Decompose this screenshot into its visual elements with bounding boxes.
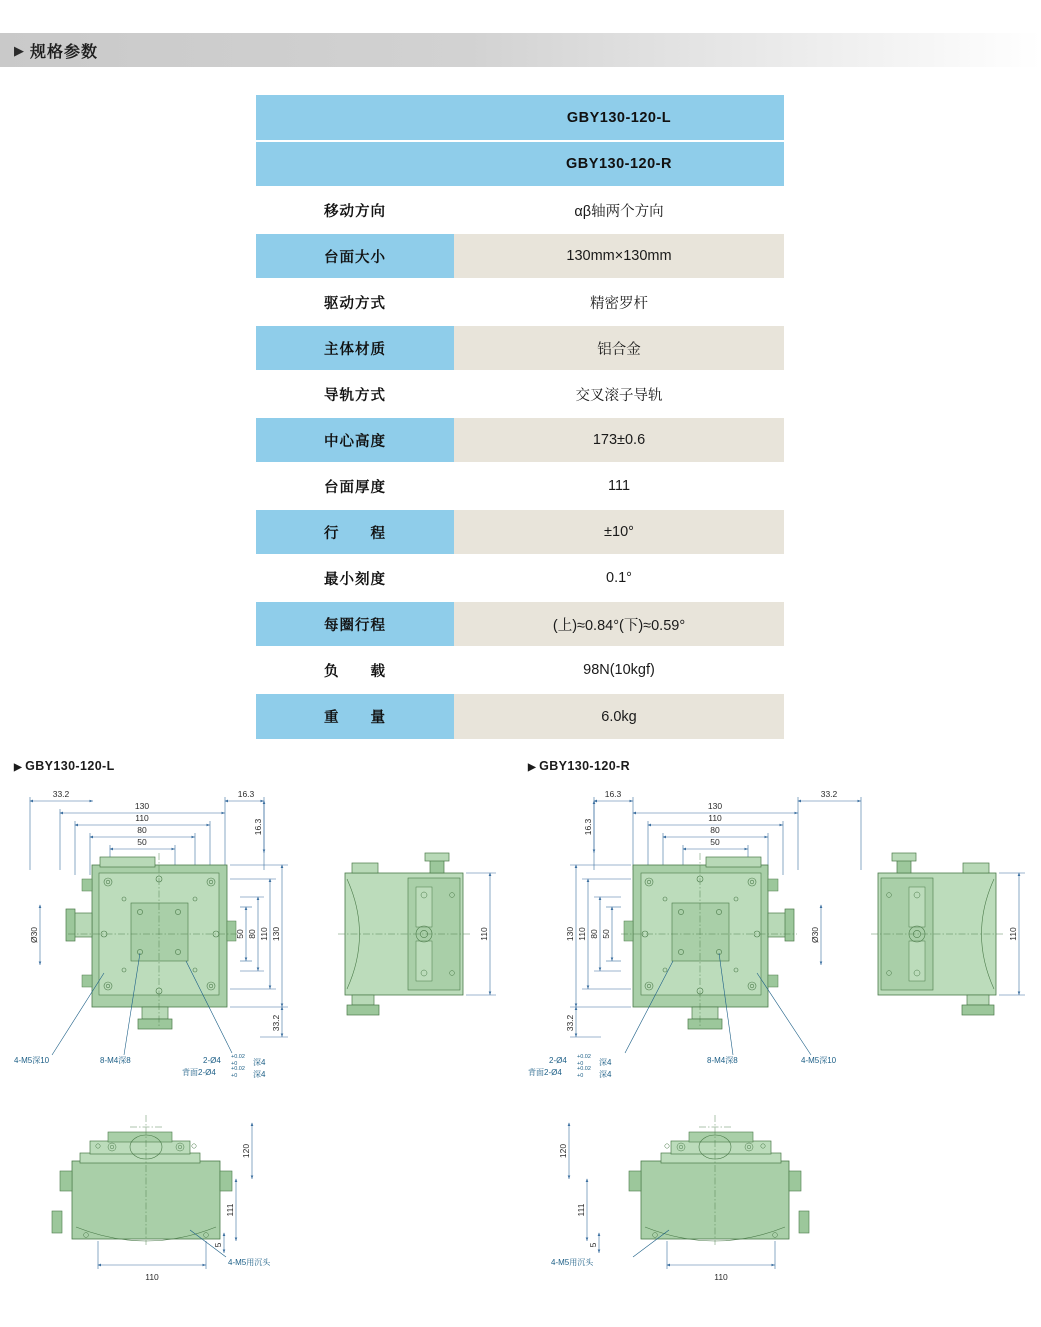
note-text: 深4: [253, 1058, 266, 1067]
dim-text: 5: [588, 1242, 598, 1248]
drawing-caption-left: [14, 759, 115, 773]
dim-text: 33.2: [565, 1014, 575, 1032]
note-text: 8-M4深8: [707, 1056, 738, 1065]
table-row: [256, 233, 784, 279]
note-text: 背面2-Ø4: [528, 1068, 562, 1077]
drawing-caption-right: [528, 759, 630, 773]
dim-text: 50: [601, 929, 611, 939]
stage-bottom-view-r: [629, 1115, 809, 1245]
row-value: 111: [454, 463, 784, 509]
drawing-caption-right-label: GBY130-120-R: [539, 759, 631, 773]
row-label: 台面厚度: [256, 463, 454, 509]
table-row: [256, 463, 784, 509]
dim-text: 130: [707, 801, 723, 811]
note-tol-upper-2: +0.02: [577, 1066, 591, 1072]
dim-text: 130: [271, 926, 281, 942]
table-row: [256, 509, 784, 555]
dim-text: 33.2: [52, 789, 70, 799]
note-tol-upper: +0.02: [577, 1054, 591, 1060]
page-title: 规格参数: [30, 43, 99, 61]
note-text: 2-Ø4: [203, 1056, 221, 1065]
dim-text: 16.3: [253, 818, 263, 836]
triangle-marker-icon: ▶: [528, 762, 537, 773]
row-value: αβ轴两个方向: [454, 187, 784, 233]
row-label: 行 程: [256, 509, 454, 555]
row-label: 驱动方式: [256, 279, 454, 325]
note-text: 4-M5深10: [14, 1056, 50, 1065]
dim-text: 110: [577, 927, 587, 941]
triangle-marker-icon: ▶: [14, 762, 23, 773]
table-row: [256, 325, 784, 371]
dim-text: 50: [137, 837, 147, 847]
row-value: 6.0kg: [454, 693, 784, 739]
stage-top-view-l: [40, 853, 240, 1029]
note-tol-lower: +0: [577, 1061, 584, 1067]
table-row: [256, 601, 784, 647]
table-row: [256, 693, 784, 739]
dim-text: 120: [558, 1143, 568, 1159]
dim-text: 130: [565, 926, 575, 942]
note-text: 8-M4深8: [100, 1056, 131, 1065]
note-text: 4-M5深10: [801, 1056, 837, 1065]
note-text: 背面2-Ø4: [182, 1068, 216, 1077]
note-tol-lower: +0: [231, 1061, 238, 1067]
row-label: 最小刻度: [256, 555, 454, 601]
section-header: [0, 33, 1041, 67]
model-header-r: GBY130-120-R: [454, 141, 784, 187]
dim-text: 111: [576, 1203, 586, 1217]
row-value: 交叉滚子导轨: [454, 371, 784, 417]
stage-side-view-l: [338, 853, 470, 1015]
dim-text: 16.3: [604, 789, 622, 799]
dim-text: 50: [710, 837, 720, 847]
table-row: [256, 187, 784, 233]
row-value: 130mm×130mm: [454, 233, 784, 279]
dim-text: 110: [479, 927, 489, 941]
table-corner-cell-2: [256, 141, 454, 187]
dim-text: 80: [247, 929, 257, 939]
dim-text: 5: [213, 1242, 223, 1248]
row-value: 98N(10kgf): [454, 647, 784, 693]
dim-text: 130: [134, 801, 150, 811]
stage-bottom-view-l: [52, 1115, 232, 1248]
row-label: 每圈行程: [256, 601, 454, 647]
row-label: 导轨方式: [256, 371, 454, 417]
dim-text: 110: [708, 813, 722, 823]
dim-text: 80: [589, 929, 599, 939]
row-label: 移动方向: [256, 187, 454, 233]
row-value: 173±0.6: [454, 417, 784, 463]
note-text: 深4: [599, 1070, 612, 1079]
dim-text-diameter: Ø30: [810, 926, 820, 944]
note-tol-lower-2: +0: [577, 1073, 584, 1079]
model-header-l: GBY130-120-L: [454, 95, 784, 141]
drawing-l-svg: [0, 775, 520, 1282]
dim-text: 110: [1008, 927, 1018, 941]
table-row: [256, 371, 784, 417]
note-tol-upper-2: +0.02: [231, 1066, 245, 1072]
drawing-gby130-120-l: [0, 775, 520, 1282]
dim-text: 33.2: [820, 789, 838, 799]
note-text: 4-M5用沉头: [228, 1258, 271, 1267]
dim-text: 16.3: [237, 789, 255, 799]
dim-text: 110: [714, 1272, 728, 1282]
table-row: [256, 647, 784, 693]
stage-side-view-r: [871, 853, 1003, 1015]
dim-text: 16.3: [583, 818, 593, 836]
dim-text: 120: [241, 1143, 251, 1159]
note-text: 深4: [599, 1058, 612, 1067]
note-tol-lower-2: +0: [231, 1073, 238, 1079]
row-value: 0.1°: [454, 555, 784, 601]
note-text: 深4: [253, 1070, 266, 1079]
note-text: 4-M5用沉头: [551, 1258, 594, 1267]
table-row-model-l: [256, 95, 784, 141]
drawing-caption-left-label: GBY130-120-L: [25, 759, 115, 773]
spec-table: [256, 95, 784, 739]
triangle-marker-icon: ▶: [14, 42, 24, 58]
row-value: (上)≈0.84°(下)≈0.59°: [454, 601, 784, 647]
row-label: 重 量: [256, 693, 454, 739]
row-value: ±10°: [454, 509, 784, 555]
row-label: 中心高度: [256, 417, 454, 463]
table-row: [256, 279, 784, 325]
dim-text: 110: [135, 813, 149, 823]
dim-text: 111: [225, 1203, 235, 1217]
row-label: 负 载: [256, 647, 454, 693]
table-row: [256, 417, 784, 463]
dim-text: 110: [259, 927, 269, 941]
row-label: 主体材质: [256, 325, 454, 371]
table-corner-cell: [256, 95, 454, 141]
note-text: 2-Ø4: [549, 1056, 567, 1065]
dim-text: 80: [710, 825, 720, 835]
dim-text: 110: [145, 1272, 159, 1282]
drawing-r-svg: [521, 775, 1041, 1282]
drawing-gby130-120-r: [521, 775, 1041, 1282]
dim-text: 33.2: [271, 1014, 281, 1032]
table-row-model-r: [256, 141, 784, 187]
dim-text: 50: [235, 929, 245, 939]
row-label: 台面大小: [256, 233, 454, 279]
dim-text-diameter: Ø30: [29, 926, 39, 944]
row-value: 精密罗杆: [454, 279, 784, 325]
table-row: [256, 555, 784, 601]
note-tol-upper: +0.02: [231, 1054, 245, 1060]
row-value: 铝合金: [454, 325, 784, 371]
dim-text: 80: [137, 825, 147, 835]
